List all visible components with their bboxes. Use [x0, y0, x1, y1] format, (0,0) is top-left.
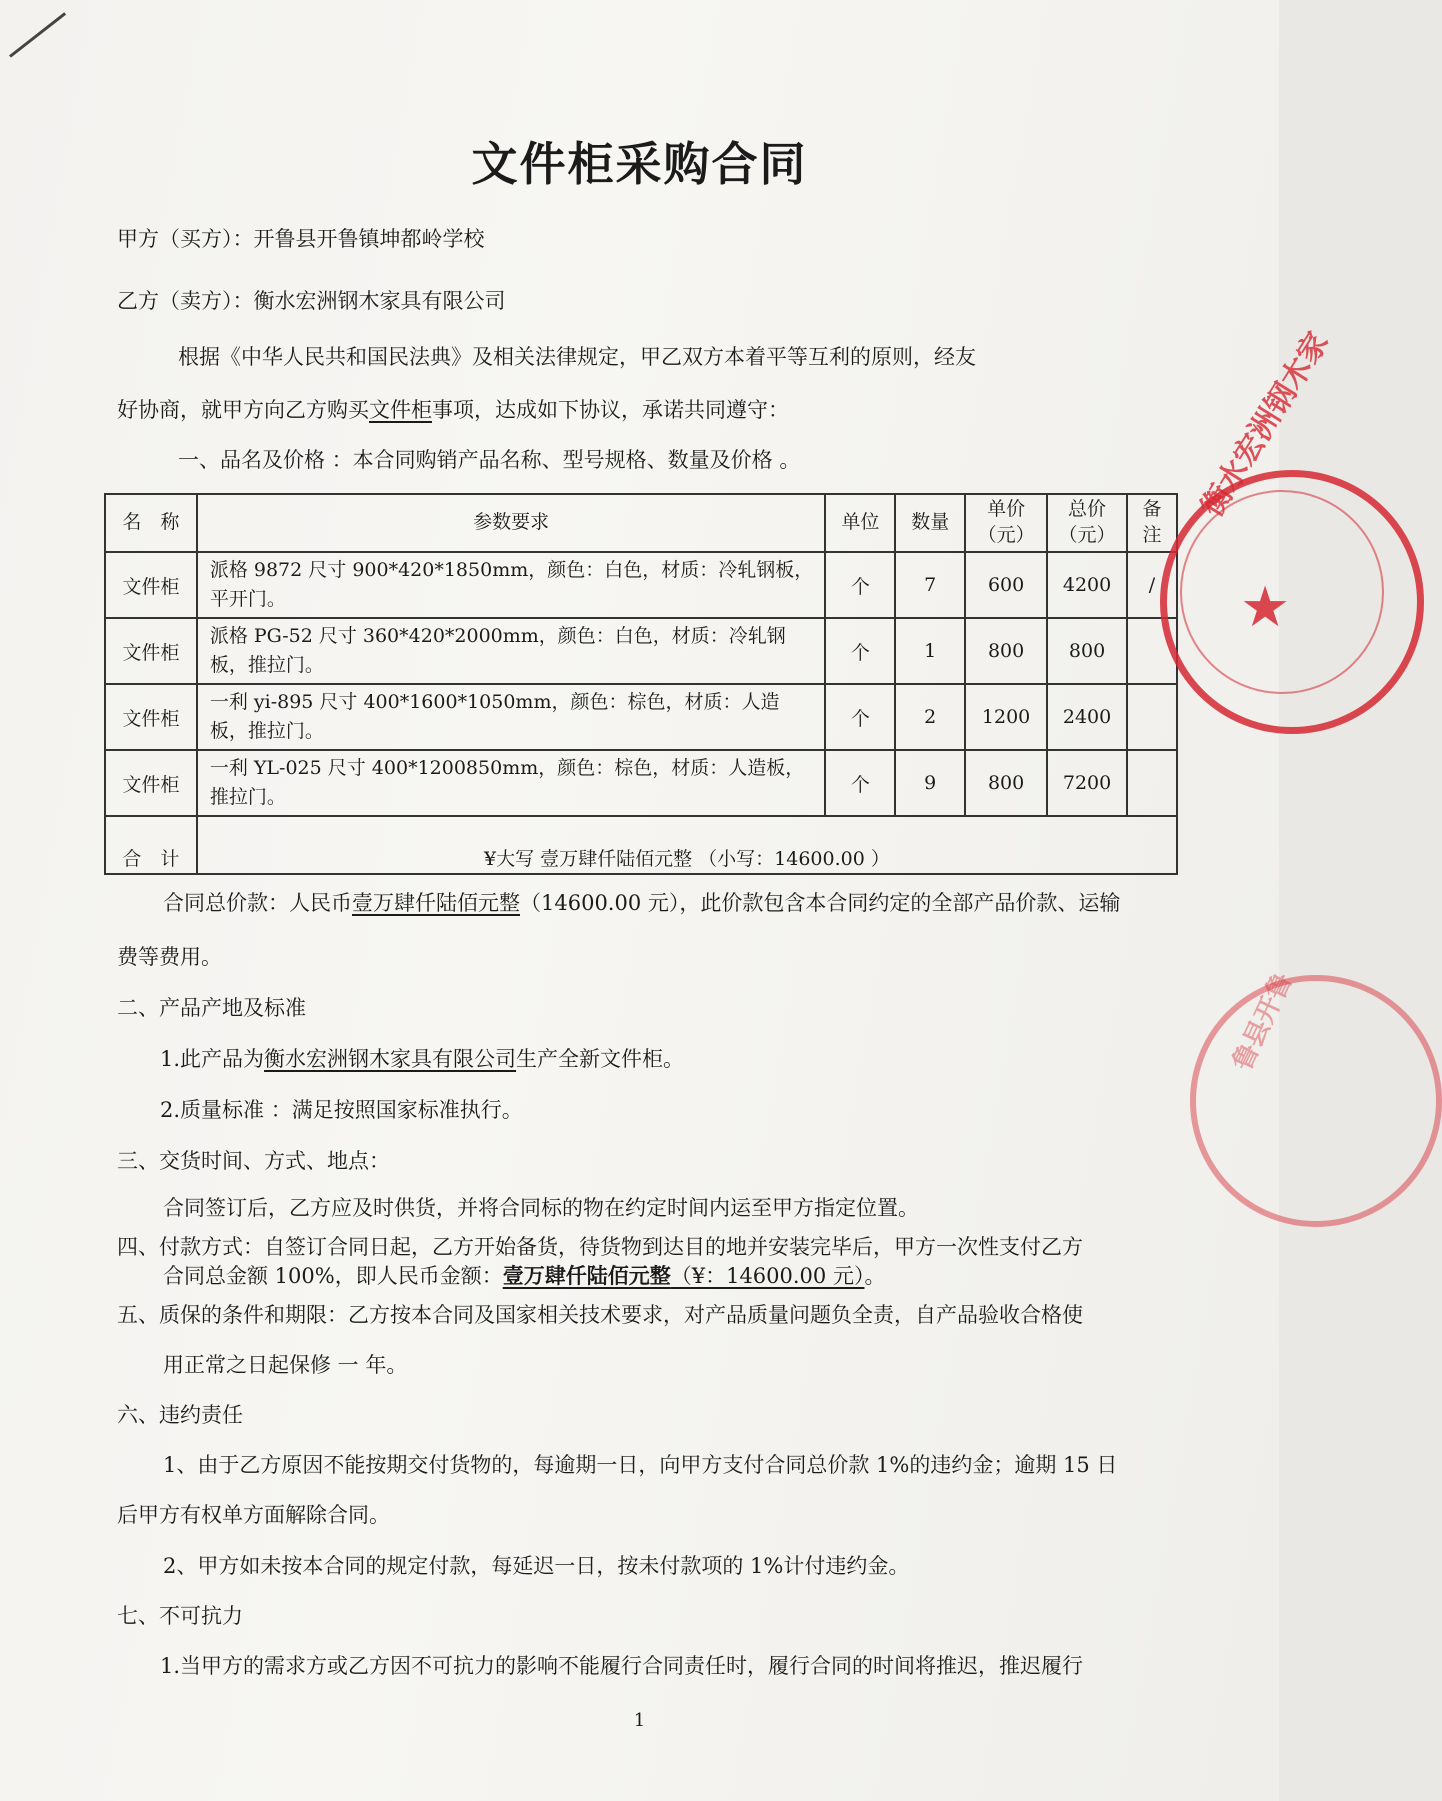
cell-param: 一利 yi-895 尺寸 400*1600*1050mm，颜色：棕色，材质：人造 板，推拉门。: [197, 684, 826, 750]
party-b-line: [117, 288, 506, 315]
section5-line2: 用正常之日起保修 一 年。: [163, 1353, 408, 1377]
cell-total: 4200: [1047, 552, 1127, 618]
header-param: 参数要求: [197, 494, 826, 552]
section3-heading: 三、交货时间、方式、地点：: [117, 1149, 390, 1173]
party-b-name: 衡水宏洲钢木家具有限公司: [253, 289, 506, 313]
header-name: 名 称: [105, 494, 197, 552]
total-value: ¥大写 壹万肆仟陆佰元整 （小写：14600.00 ）: [197, 816, 1177, 874]
header-total: 总价 （元）: [1047, 494, 1127, 552]
pen-mark: [9, 12, 66, 57]
section1-heading: 一、品名及价格 ：本合同购销产品名称、型号规格、数量及价格 。: [178, 448, 801, 472]
cell-qty: 2: [895, 684, 965, 750]
header-note: 备 注: [1127, 494, 1177, 552]
intro-line-1: 根据《中华人民共和国民法典》及相关法律规定，甲乙双方本着平等互利的原则，经友: [178, 345, 976, 369]
cell-price: 800: [965, 618, 1047, 684]
contract-title: 文件柜采购合同: [471, 137, 808, 191]
cell-price: 600: [965, 552, 1047, 618]
payment-amount-numeric: （¥：14600.00 元）: [670, 1264, 865, 1288]
intro-line-2: [117, 397, 789, 424]
school-seal: [1190, 975, 1442, 1227]
party-a-line: [117, 226, 485, 253]
cell-note: [1127, 750, 1177, 816]
section2-item1: 1.此产品为衡水宏洲钢木家具有限公司生产全新文件柜。: [160, 1047, 685, 1071]
table-row: [105, 552, 1177, 618]
cell-param: 派格 PG-52 尺寸 360*420*2000mm，颜色：白色，材质：冷轧钢 板，推拉门。: [197, 618, 826, 684]
section3-text: 合同签订后，乙方应及时供货，并将合同标的物在约定时间内运至甲方指定位置。: [163, 1196, 919, 1220]
party-a-name: 开鲁县开鲁镇坤都岭学校: [253, 227, 485, 251]
cell-qty: 9: [895, 750, 965, 816]
amount-in-words: 壹万肆仟陆佰元整: [352, 891, 520, 915]
section4-line2: 合同总金额 100%，即人民币金额：壹万肆仟陆佰元整（¥：14600.00 元）。: [163, 1263, 886, 1288]
cell-total: 7200: [1047, 750, 1127, 816]
page-number: 1: [633, 1710, 646, 1731]
cell-total: 800: [1047, 618, 1127, 684]
table-row: [105, 750, 1177, 816]
cell-unit: 个: [825, 552, 895, 618]
intro-prefix: 好协商，就甲方向乙方购买: [117, 398, 369, 422]
table-row: [105, 618, 1177, 684]
header-unit: 单位: [825, 494, 895, 552]
cell-note: /: [1127, 552, 1177, 618]
cell-qty: 1: [895, 618, 965, 684]
section7-heading: 七、不可抗力: [117, 1604, 243, 1628]
section7-item1: 1.当甲方的需求方或乙方因不可抗力的影响不能履行合同责任时，履行合同的时间将推迟，推迟履行: [160, 1654, 1084, 1678]
cell-unit: 个: [825, 684, 895, 750]
party-a-label: 甲方（买方）：: [117, 227, 254, 251]
intro-suffix: 事项，达成如下协议，承诺共同遵守：: [432, 398, 789, 422]
section6-heading: 六、违约责任: [117, 1403, 243, 1427]
section2-item2: 2.质量标准 ：满足按照国家标准执行。: [160, 1098, 523, 1122]
header-price: 单价 （元）: [965, 494, 1047, 552]
contract-total-line-2: 费等费用。: [117, 945, 222, 969]
section6-item1-line1: 1、由于乙方原因不能按期交付货物的，每逾期一日，向甲方支付合同总价款 1%的违约金；逾期 15 日: [163, 1453, 1118, 1477]
payment-amount-words: 壹万肆仟陆佰元整: [502, 1263, 671, 1288]
cell-name: 文件柜: [105, 684, 197, 750]
cell-price: 1200: [965, 684, 1047, 750]
contract-total-line: 合同总价款：人民币壹万肆仟陆佰元整（14600.00 元），此价款包含本合同约定的全部产品价款、运输: [163, 891, 1121, 915]
product-table: [104, 493, 1178, 875]
seal-text: 衡水宏洲钢木家: [1194, 326, 1336, 523]
seal-star-icon: ★: [1240, 575, 1291, 640]
cell-qty: 7: [895, 552, 965, 618]
cell-name: 文件柜: [105, 618, 197, 684]
total-label: 合 计: [105, 816, 197, 874]
cell-param: 一利 YL-025 尺寸 400*1200850mm，颜色：棕色，材质：人造板， 推拉门。: [197, 750, 826, 816]
cell-unit: 个: [825, 618, 895, 684]
section6-item1-line2: 后甲方有权单方面解除合同。: [117, 1503, 390, 1527]
cell-name: 文件柜: [105, 750, 197, 816]
cell-name: 文件柜: [105, 552, 197, 618]
table-total-row: [105, 816, 1177, 874]
table-header-row: [105, 494, 1177, 552]
manufacturer-name: 衡水宏洲钢木家具有限公司: [264, 1047, 517, 1071]
cell-price: 800: [965, 750, 1047, 816]
section5-line1: 五、质保的条件和期限：乙方按本合同及国家相关技术要求，对产品质量问题负全责，自产品验收合格使: [117, 1303, 1083, 1327]
header-qty: 数量: [895, 494, 965, 552]
section2-heading: 二、产品产地及标准: [117, 996, 306, 1020]
cell-note: [1127, 684, 1177, 750]
section6-item2: 2、甲方如未按本合同的规定付款，每延迟一日，按未付款项的 1%计付违约金。: [163, 1554, 910, 1578]
table-row: [105, 684, 1177, 750]
cell-unit: 个: [825, 750, 895, 816]
party-b-label: 乙方（卖方）：: [117, 289, 254, 313]
intro-item: 文件柜: [369, 398, 432, 422]
school-seal-text: 鲁县开鲁: [1227, 968, 1299, 1076]
cell-total: 2400: [1047, 684, 1127, 750]
section4-line1: 四、付款方式：自签订合同日起，乙方开始备货，待货物到达目的地并安装完毕后，甲方一次性支付乙方: [117, 1235, 1083, 1259]
cell-param: 派格 9872 尺寸 900*420*1850mm，颜色：白色，材质：冷轧钢板， 平开门。: [197, 552, 826, 618]
